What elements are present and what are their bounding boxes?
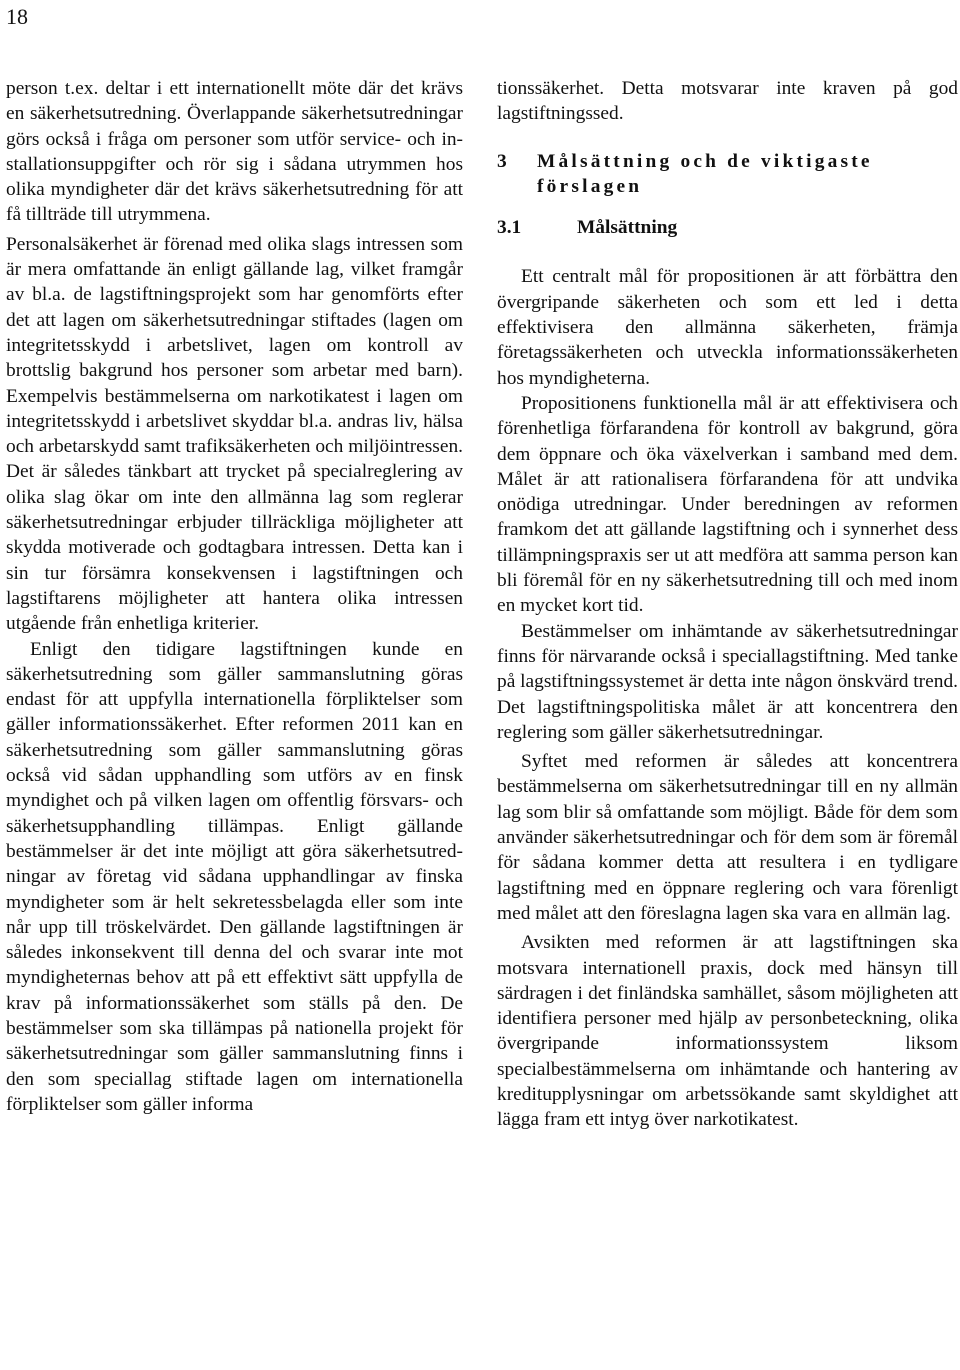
subsection-heading	[497, 215, 958, 240]
subsection-number: 3.1	[497, 217, 522, 239]
paragraph: Avsikten med reformen är att lagstiftningen ska motsvara internationell praxis, dock med hänsyn till särdragen i det finländska samhället, såsom möjligheten att identifiera personer med hjälp av personbeteckning, olika övergripande informationssystem liksom specialbestämmelserna om inhämtande och hantering av kreditupplysningar om arbetssökande samt skyldighet att lägga fram ett intyg över narkotikatest.	[497, 932, 958, 1131]
paragraph: Bestämmelser om inhämtande av säkerhetsutredningar finns för närvarande också i speciallagstiftning. Med tanke på lagstiftningssystemet är detta inte någon önskvärd trend. Det lagstiftningspolitiska målet är att koncentrera den reglering som gäller säkerhetsutredningar.	[497, 620, 958, 743]
section-title: Målsättning och de viktigaste förslagen	[537, 150, 873, 197]
paragraph: Propositionens funktionella mål är att effektivisera och förenhetliga förfarandena för kontroll av bakgrund, göra dem öppnare och öka växelverkan i samband med dem. Målet är att rationalisera förfarandena för att undvika onödiga utredningar. Under beredningen av reformen framkom det att gällande lagstiftning och i synnerhet dess tillämpningspraxis ser ut att medföra att samma person kan bli föremål för en ny säkerhetsutredning till och med inom en mycket kort tid.	[497, 392, 958, 617]
paragraph-continuation: tionssäkerhet. Detta motsvarar inte kraven på god lagstiftningssed.	[497, 78, 958, 125]
paragraph: Enligt den tidigare lagstiftningen kunde en säkerhetsutredning som gäller sammanslutning göras endast för att uppfylla internationella förpliktelser som gäller informationssäkerhet. Efter reformen 2011 kan en säkerhetsutredning som gäller sammanslutning göras också vid sådan upphandling som utförs av en finsk myndighet och på vilken lagen om offentlig försvars- och säkerhetsupphandling tillämpas. Enligt gällande bestämmelser är det inte möjligt att göra säkerhetsutredningar av företag vid sådana upphandlingar av finska myndigheter som är helt sekretessbelagda eller som inte når upp till tröskelvärdet. Den gällande lagstiftningen är således inkonsekvent till denna del och svarar inte mot myndigheternas behov att på ett effektivt sätt uppfylla de krav på informationssäkerhet som ställs på den. De bestämmelser som ska tillämpas på nationella projekt för säkerhetsutredningar som gäller sammanslutning finns i den som speciallag stiftade lagen om internationella förpliktelser som gäller informa	[6, 638, 463, 1115]
right-column	[497, 76, 958, 1133]
paragraph: Syftet med reformen är således att koncentrera bestämmelserna om säkerhetsutredningar till en ny allmän lag som blir så omfattande som möjligt. Både för dem som använder säkerhetsutredningar och för dem som är föremål för sådana kommer detta att resultera i en tydligare lagstiftning med en öppnare reglering och vara förenligt med målet att den föreslagna lagen ska vara en allmän lag.	[497, 751, 958, 924]
subsection-title: Målsättning	[577, 217, 678, 239]
section-heading	[497, 149, 958, 200]
page-number: 18	[6, 4, 28, 29]
left-column	[6, 76, 463, 1117]
paragraph: person t.ex. deltar i ett internationellt möte där det krävs en säkerhetsutredning. Överlappande säkerhetsutredningar görs också i fråga om personer som utför service- och installationsuppgifter och rör sig i sådana utrymmen hos olika myndigheter där det krävs säkerhetsutredning för att få tillträde till utrymmena.	[6, 78, 463, 226]
section-number: 3	[497, 150, 507, 172]
paragraph: Personalsäkerhet är förenad med olika slags intressen som är mera omfattande än enligt gällande lag, vilket framgår av bl.a. de lagstiftningsprojekt som har genomförts efter det att lagen om säkerhetsutredningar stiftades (lagen om integritetsskydd i arbetslivet, lagen om kontroll av brottslig bakgrund hos personer som arbetar med barn). Exempelvis bestämmelserna om narkotikatest i lagen om integritetsskydd i arbetslivet skyddar bl.a. andras liv, hälsa och arbetarskydd samt trafiksäkerheten och miljöintressen. Det är således tänkbart att trycket på specialreglering av olika slag ökar om inte den allmänna lag som reglerar säkerhetsutredningar erbjuder tillräckliga möjligheter att skydda motiverade och godtagbara intressen. Detta kan i sin tur försämra konsekvensen i lagstiftningen och lagstiftarens möjligheter att hantera olika intressen utgående från enhetliga kriterier.	[6, 233, 463, 635]
paragraph: Ett centralt mål för propositionen är att förbättra den övergripande säkerheten och som ett led i detta effektivisera den allmänna säkerheten, främja företagssäkerheten och utveckla informationssäkerheten hos myndigheterna.	[497, 266, 958, 389]
